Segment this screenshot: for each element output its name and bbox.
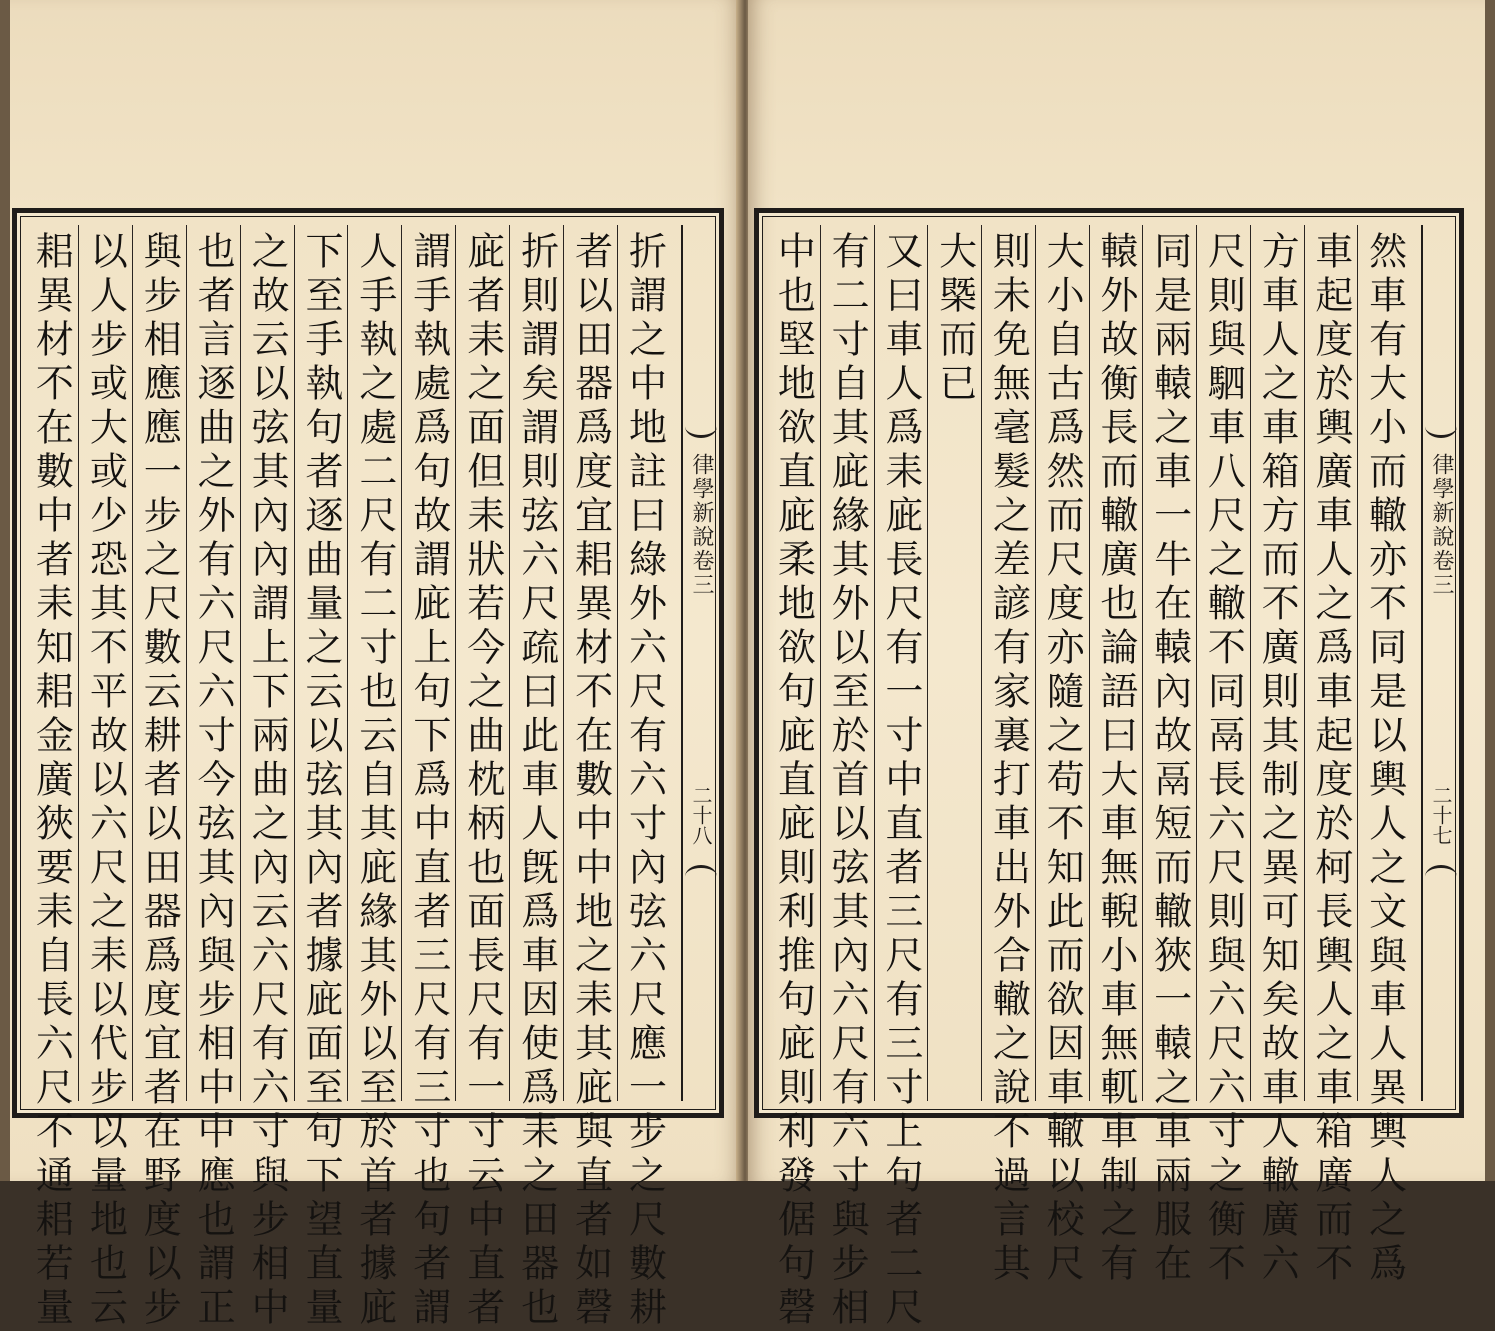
right-page: [748, 0, 1495, 1331]
left-center-margin: [681, 225, 719, 1101]
text-column: 然車有大小而轍亦不同是以輿人之文與車人異輿人之爲: [1357, 225, 1411, 1101]
text-column: 者以田器爲度宜耜異材不在數中中地之耒其庛與直者如磬: [563, 225, 617, 1101]
text-column: 謂手執處爲句故謂庛上句下爲中直者三尺有三寸也句者謂: [401, 225, 455, 1101]
text-column: 也者言逐曲之外有六尺六寸今弦其內與步相中中應也謂正: [186, 225, 240, 1101]
text-column: 則未免無毫髮之差諺有家裏打車出外合轍之說不過言其: [981, 225, 1035, 1101]
text-column: 大小自古爲然而尺度亦隨之苟不知此而欲因車轍以校尺: [1035, 225, 1089, 1101]
text-column: 以人步或大或少恐其不平故以六尺之耒以代步以量地也云: [78, 225, 132, 1101]
text-column: 中也堅地欲直庛柔地欲句庛直庛則利推句庛則利發倨句磬: [771, 231, 816, 1331]
right-margin-title: 律學新說卷三: [1429, 453, 1454, 597]
text-column: 又曰車人爲耒庛長尺有一寸中直者三尺有三寸上句者二尺: [874, 225, 928, 1101]
text-column: 轅外故衡長而轍廣也論語曰大車無輗小車無軏車制之有: [1089, 225, 1143, 1101]
fishtail-ornament-top: [1425, 415, 1457, 438]
text-column: 與步相應應一步之尺數云耕者以田器爲度宜者在野度以步: [132, 225, 186, 1101]
right-text-columns: [767, 225, 1411, 1331]
left-margin-title: 律學新說卷三: [689, 453, 714, 597]
text-column: 耜異材不在數中者耒知耜金廣狹要耒自長六尺不通耜若量: [29, 231, 74, 1331]
right-folio-number: 二十七: [1429, 785, 1453, 845]
text-column: 下至手執句者逐曲量之云以弦其內者據庛面至句下望直量: [294, 225, 348, 1101]
fishtail-ornament-bottom: [1425, 865, 1457, 888]
text-column: 有二寸自其庛緣其外以至於首以弦其內六尺有六寸與步相: [820, 225, 874, 1101]
text-column: 同是兩轅之車一牛在轅內故鬲短而轍狹一轅之車兩服在: [1142, 225, 1196, 1101]
left-text-frame: [12, 208, 724, 1331]
fishtail-ornament-bottom: [685, 865, 717, 888]
text-column: 車起度於輿廣車人之爲車起度於柯長輿人之車箱廣而不: [1304, 225, 1358, 1101]
left-page-edge: [0, 0, 10, 1181]
right-text-frame: [754, 208, 1464, 1331]
left-folio-number: 二十八: [689, 785, 713, 845]
text-column: 尺則與駟車八尺之轍不同鬲長六尺則與六尺六寸之衡不: [1196, 225, 1250, 1101]
text-column: 折謂之中地註曰綠外六尺有六寸內弦六尺應一步之尺數耕: [617, 225, 671, 1101]
right-center-margin: [1421, 225, 1459, 1101]
text-column: 折則謂矣謂則弦六尺疏曰此車人旣爲車因使爲耒之田器也: [509, 225, 563, 1101]
text-column: 之故云以弦其內內謂上下兩曲之內云六尺有六寸與步相中: [240, 225, 294, 1101]
left-text-columns: [25, 225, 671, 1331]
text-column: 大槩而已: [927, 225, 981, 1101]
left-page: [0, 0, 742, 1331]
fishtail-ornament-top: [685, 415, 717, 438]
text-column: 庛者耒之面但耒狀若今之曲枕柄也面長尺有一寸云中直者: [455, 225, 509, 1101]
text-column: 方車人之車箱方而不廣則其制之異可知矣故車人轍廣六: [1250, 225, 1304, 1101]
text-column: 人手執之處二尺有二寸也云自其庛緣其外以至於首者據庛: [347, 225, 401, 1101]
right-page-edge: [1485, 0, 1495, 1181]
